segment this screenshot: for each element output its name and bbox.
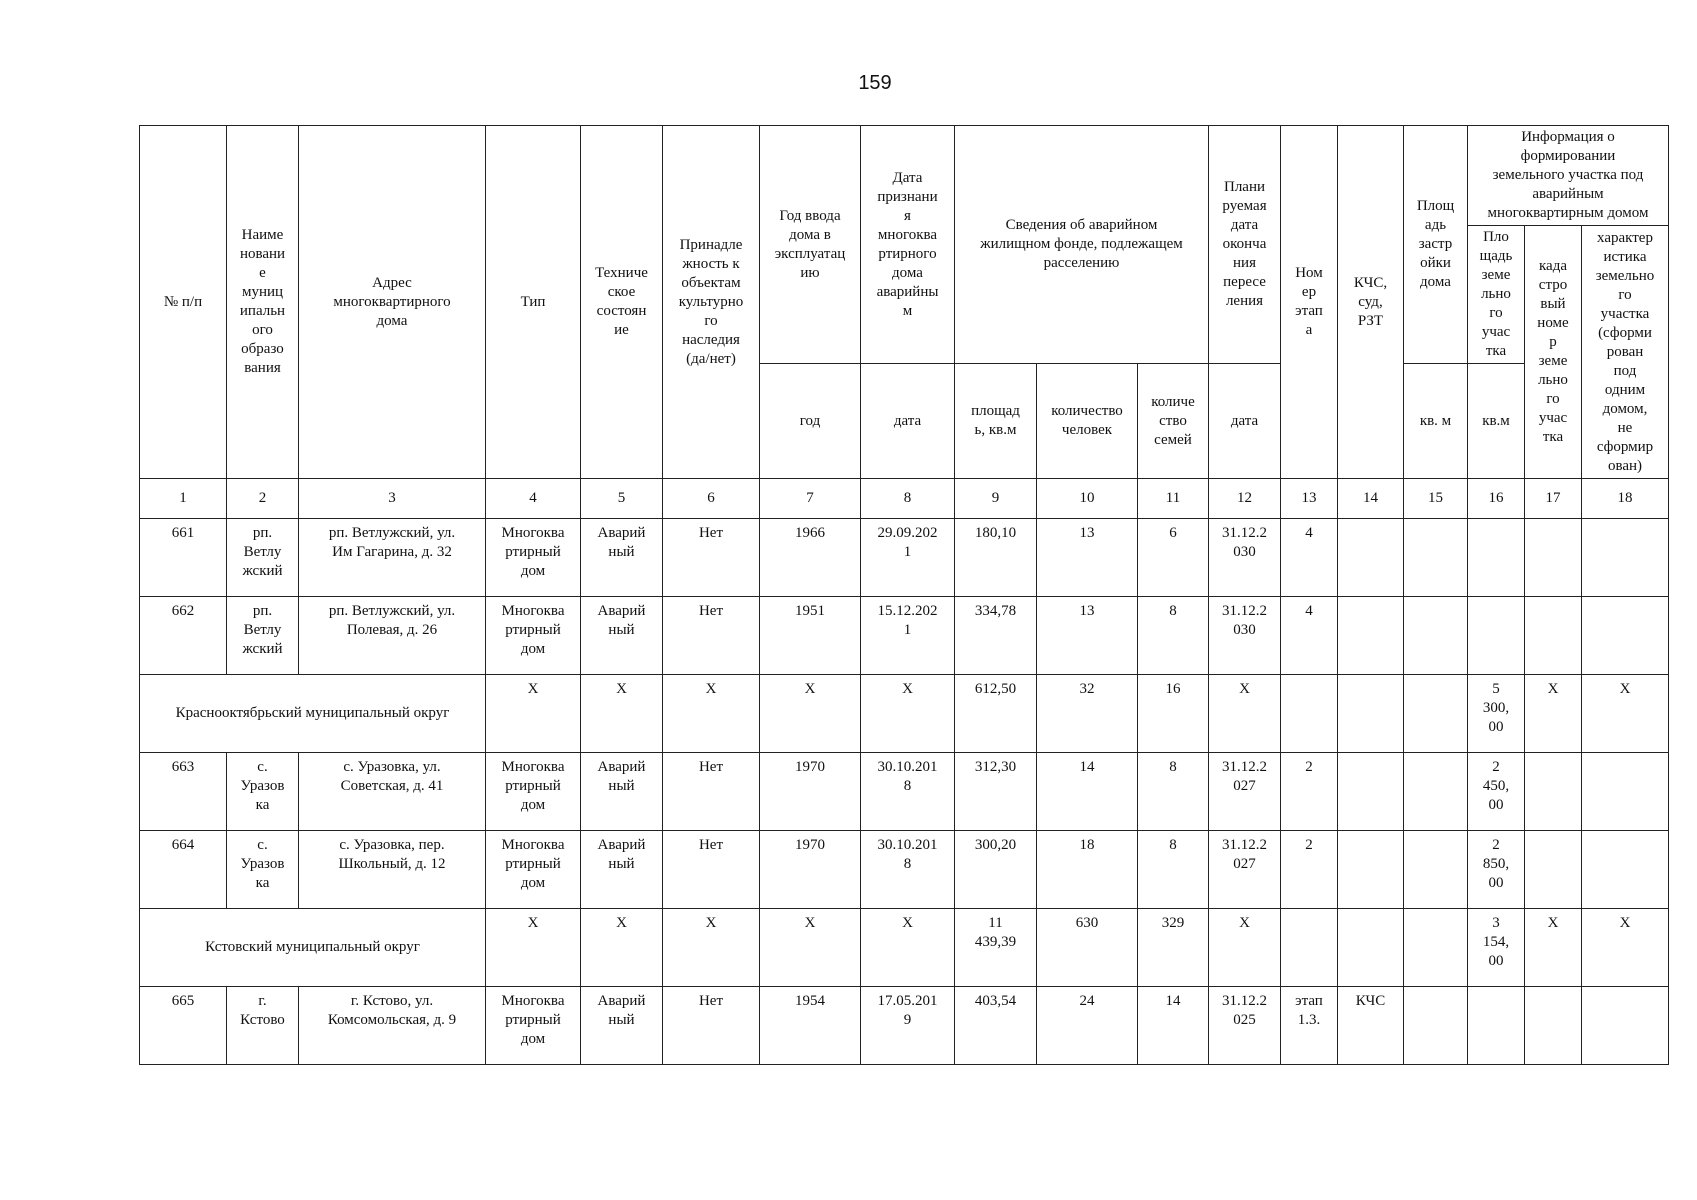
cell-land-characteristics: X (1582, 909, 1669, 987)
cell-emergency-date: 15.12.202 1 (861, 597, 955, 675)
cell-cadastral-number (1525, 519, 1582, 597)
header-land-info: Информация о формировании земельного участка под аварийным многоквартирным домом (1468, 126, 1669, 226)
column-number: 8 (861, 479, 955, 519)
cell-land-area: 2 850, 00 (1468, 831, 1525, 909)
cell-cultural-heritage: Нет (663, 753, 760, 831)
cell-address: с. Уразовка, ул. Советская, д. 41 (299, 753, 486, 831)
cell-cultural-heritage: X (663, 909, 760, 987)
column-number: 17 (1525, 479, 1582, 519)
cell-stage (1281, 675, 1338, 753)
cell-type: Многоква ртирный дом (486, 987, 581, 1065)
cell-emergency-date: 17.05.201 9 (861, 987, 955, 1065)
cell-municipality: с. Уразов ка (227, 831, 299, 909)
cell-family-count: 8 (1138, 831, 1209, 909)
column-number: 13 (1281, 479, 1338, 519)
header-people-count: количество человек (1037, 364, 1138, 479)
header-family-count: количе ство семей (1138, 364, 1209, 479)
cell-planned-date: 31.12.2 025 (1209, 987, 1281, 1065)
column-numbers-row (140, 479, 1669, 519)
cell-planned-date: 31.12.2 027 (1209, 753, 1281, 831)
cell-land-area: 3 154, 00 (1468, 909, 1525, 987)
cell-stage: 2 (1281, 831, 1338, 909)
cell-land-area (1468, 519, 1525, 597)
cell-stage: 2 (1281, 753, 1338, 831)
cell-area: 11 439,39 (955, 909, 1037, 987)
cell-planned-date: 31.12.2 027 (1209, 831, 1281, 909)
column-number: 12 (1209, 479, 1281, 519)
cell-tech-condition: X (581, 909, 663, 987)
cell-stage: этап 1.3. (1281, 987, 1338, 1065)
cell-family-count: 8 (1138, 597, 1209, 675)
cell-kchs (1338, 831, 1404, 909)
header-building-area-unit: кв. м (1404, 364, 1468, 479)
column-number: 5 (581, 479, 663, 519)
cell-family-count: 8 (1138, 753, 1209, 831)
cell-cadastral-number (1525, 597, 1582, 675)
cell-commission-year: 1954 (760, 987, 861, 1065)
cell-building-area (1404, 753, 1468, 831)
cell-emergency-date: 30.10.201 8 (861, 831, 955, 909)
column-number: 2 (227, 479, 299, 519)
cell-planned-date: 31.12.2 030 (1209, 597, 1281, 675)
cell-people-count: 18 (1037, 831, 1138, 909)
cell-kchs (1338, 597, 1404, 675)
cell-area: 312,30 (955, 753, 1037, 831)
cell-area: 334,78 (955, 597, 1037, 675)
cell-kchs: КЧС (1338, 987, 1404, 1065)
cell-type: Многоква ртирный дом (486, 519, 581, 597)
cell-family-count: 16 (1138, 675, 1209, 753)
column-number: 4 (486, 479, 581, 519)
cell-land-characteristics: X (1582, 675, 1669, 753)
cell-area: 612,50 (955, 675, 1037, 753)
column-number: 11 (1138, 479, 1209, 519)
column-number: 3 (299, 479, 486, 519)
subtotal-row (140, 675, 1669, 753)
cell-cultural-heritage: Нет (663, 597, 760, 675)
table-row (140, 519, 1669, 597)
cell-land-characteristics (1582, 753, 1669, 831)
cell-land-characteristics (1582, 831, 1669, 909)
cell-commission-year: 1951 (760, 597, 861, 675)
cell-municipality: г. Кстово (227, 987, 299, 1065)
header-land-area-unit: кв.м (1468, 364, 1525, 479)
cell-commission-year: 1966 (760, 519, 861, 597)
cell-cultural-heritage: X (663, 675, 760, 753)
table-row (140, 987, 1669, 1065)
table-row (140, 753, 1669, 831)
cell-commission-year: X (760, 675, 861, 753)
cell-emergency-date: 30.10.201 8 (861, 753, 955, 831)
header-land-area: Пло щадь земе льно го учас тка (1468, 226, 1525, 364)
cell-cultural-heritage: Нет (663, 987, 760, 1065)
header-planned-date-unit: дата (1209, 364, 1281, 479)
header-cadastral-number: када стро вый номе р земе льно го учас тка (1525, 226, 1582, 479)
header-municipality: Наиме новани е муниц ипальн ого образо вания (227, 126, 299, 479)
header-year-unit: год (760, 364, 861, 479)
cell-tech-condition: Аварий ный (581, 597, 663, 675)
cell-building-area (1404, 597, 1468, 675)
header-emergency-fund: Сведения об аварийном жилищном фонде, подлежащем расселению (955, 126, 1209, 364)
cell-address: рп. Ветлужский, ул. Им Гагарина, д. 32 (299, 519, 486, 597)
cell-tech-condition: X (581, 675, 663, 753)
cell-cadastral-number: X (1525, 675, 1582, 753)
table-row (140, 597, 1669, 675)
cell-people-count: 14 (1037, 753, 1138, 831)
cell-cadastral-number (1525, 753, 1582, 831)
cell-land-characteristics (1582, 597, 1669, 675)
cell-type: Многоква ртирный дом (486, 597, 581, 675)
cell-commission-year: X (760, 909, 861, 987)
subtotal-label: Краснооктябрьский муниципальный округ (140, 675, 486, 753)
cell-family-count: 329 (1138, 909, 1209, 987)
cell-row-number: 664 (140, 831, 227, 909)
cell-building-area (1404, 909, 1468, 987)
cell-emergency-date: 29.09.202 1 (861, 519, 955, 597)
column-number: 18 (1582, 479, 1669, 519)
header-number: № п/п (140, 126, 227, 479)
cell-area: 180,10 (955, 519, 1037, 597)
cell-commission-year: 1970 (760, 831, 861, 909)
cell-cadastral-number (1525, 987, 1582, 1065)
cell-type: Многоква ртирный дом (486, 831, 581, 909)
cell-building-area (1404, 831, 1468, 909)
cell-row-number: 662 (140, 597, 227, 675)
cell-tech-condition: Аварий ный (581, 987, 663, 1065)
cell-type: Многоква ртирный дом (486, 753, 581, 831)
cell-land-characteristics (1582, 987, 1669, 1065)
header-stage: Ном ер этап а (1281, 126, 1338, 479)
cell-kchs (1338, 519, 1404, 597)
column-number: 16 (1468, 479, 1525, 519)
cell-planned-date: X (1209, 909, 1281, 987)
cell-building-area (1404, 987, 1468, 1065)
cell-family-count: 6 (1138, 519, 1209, 597)
cell-land-area (1468, 987, 1525, 1065)
cell-area: 300,20 (955, 831, 1037, 909)
cell-family-count: 14 (1138, 987, 1209, 1065)
cell-address: г. Кстово, ул. Комсомольская, д. 9 (299, 987, 486, 1065)
table-header (140, 126, 1669, 519)
cell-stage: 4 (1281, 519, 1338, 597)
cell-stage (1281, 909, 1338, 987)
cell-address: рп. Ветлужский, ул. Полевая, д. 26 (299, 597, 486, 675)
header-land-characteristics: характер истика земельно го участка (сформи рован под одним домом, не сформир ован) (1582, 226, 1669, 479)
cell-address: с. Уразовка, пер. Школьный, д. 12 (299, 831, 486, 909)
cell-cadastral-number (1525, 831, 1582, 909)
emergency-housing-table (139, 125, 1669, 1065)
cell-kchs (1338, 753, 1404, 831)
header-type: Тип (486, 126, 581, 479)
header-commission-year: Год ввода дома в эксплуатац ию (760, 126, 861, 364)
column-number: 14 (1338, 479, 1404, 519)
header-tech-condition: Техниче ское состоян ие (581, 126, 663, 479)
cell-people-count: 13 (1037, 597, 1138, 675)
cell-tech-condition: Аварий ный (581, 519, 663, 597)
cell-row-number: 665 (140, 987, 227, 1065)
table-row (140, 831, 1669, 909)
header-date-unit: дата (861, 364, 955, 479)
cell-stage: 4 (1281, 597, 1338, 675)
cell-planned-date: X (1209, 675, 1281, 753)
cell-type: X (486, 909, 581, 987)
cell-land-characteristics (1582, 519, 1669, 597)
cell-people-count: 24 (1037, 987, 1138, 1065)
cell-tech-condition: Аварий ный (581, 753, 663, 831)
cell-cultural-heritage: Нет (663, 831, 760, 909)
cell-people-count: 630 (1037, 909, 1138, 987)
header-address: Адрес многоквартирного дома (299, 126, 486, 479)
cell-planned-date: 31.12.2 030 (1209, 519, 1281, 597)
cell-kchs (1338, 909, 1404, 987)
cell-municipality: рп. Ветлу жский (227, 597, 299, 675)
column-number: 6 (663, 479, 760, 519)
header-planned-date: Плани руемая дата оконча ния пересе ления (1209, 126, 1281, 364)
cell-building-area (1404, 519, 1468, 597)
cell-people-count: 13 (1037, 519, 1138, 597)
table-body (140, 519, 1669, 1065)
cell-municipality: рп. Ветлу жский (227, 519, 299, 597)
column-number: 9 (955, 479, 1037, 519)
header-emergency-date: Дата признани я многоква ртирного дома аварийны м (861, 126, 955, 364)
cell-municipality: с. Уразов ка (227, 753, 299, 831)
cell-land-area (1468, 597, 1525, 675)
cell-cadastral-number: X (1525, 909, 1582, 987)
subtotal-label: Кстовский муниципальный округ (140, 909, 486, 987)
cell-kchs (1338, 675, 1404, 753)
column-number: 15 (1404, 479, 1468, 519)
cell-row-number: 663 (140, 753, 227, 831)
cell-emergency-date: X (861, 675, 955, 753)
page-number: 159 (858, 72, 892, 94)
cell-emergency-date: X (861, 909, 955, 987)
cell-cultural-heritage: Нет (663, 519, 760, 597)
cell-type: X (486, 675, 581, 753)
column-number: 7 (760, 479, 861, 519)
header-area: площад ь, кв.м (955, 364, 1037, 479)
cell-land-area: 2 450, 00 (1468, 753, 1525, 831)
column-number: 1 (140, 479, 227, 519)
cell-area: 403,54 (955, 987, 1037, 1065)
cell-people-count: 32 (1037, 675, 1138, 753)
cell-tech-condition: Аварий ный (581, 831, 663, 909)
cell-row-number: 661 (140, 519, 227, 597)
header-cultural-heritage: Принадле жность к объектам культурно го наследия (да/нет) (663, 126, 760, 479)
header-kchs: КЧС, суд, РЗТ (1338, 126, 1404, 479)
column-number: 10 (1037, 479, 1138, 519)
subtotal-row (140, 909, 1669, 987)
cell-building-area (1404, 675, 1468, 753)
cell-land-area: 5 300, 00 (1468, 675, 1525, 753)
header-building-area: Площ адь застр ойки дома (1404, 126, 1468, 364)
cell-commission-year: 1970 (760, 753, 861, 831)
